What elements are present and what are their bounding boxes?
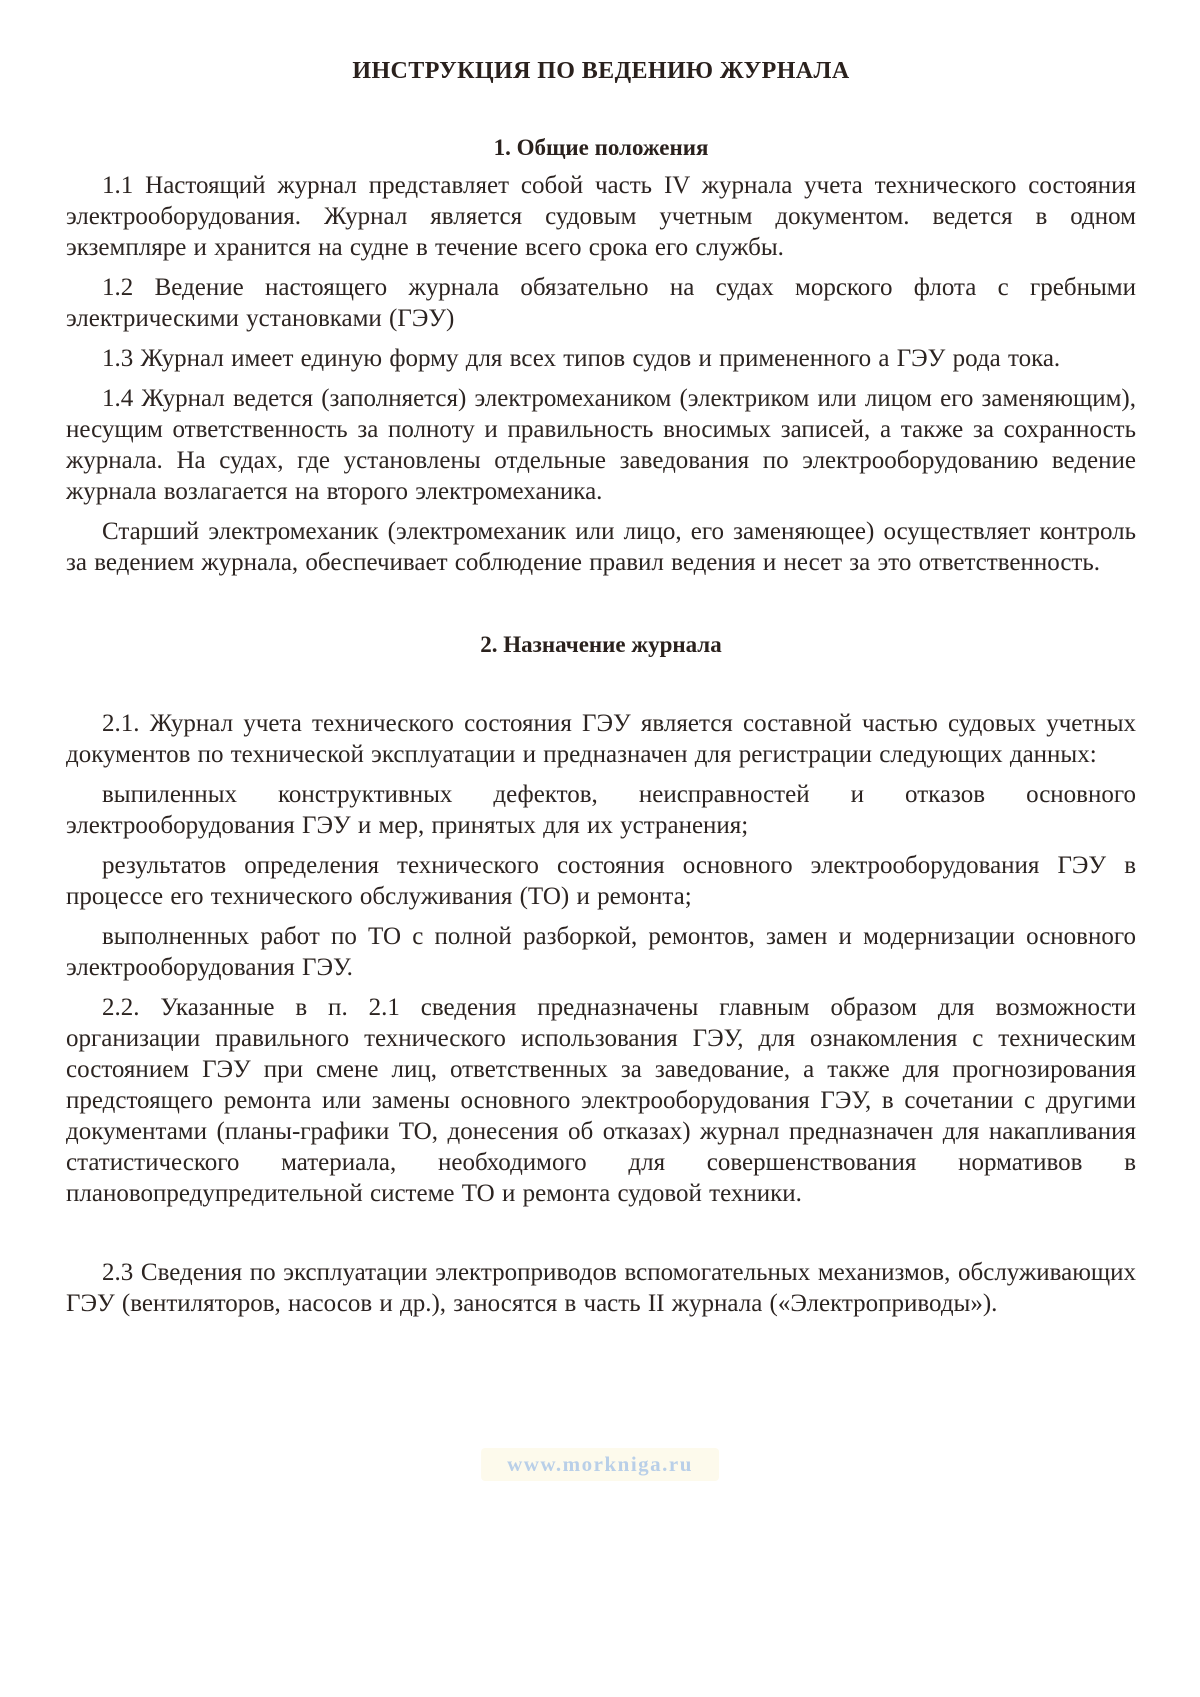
paragraph-1-1: 1.1 Настоящий журнал представляет собой часть IV журнала учета технического состояния электрооборудования. Журнал является судовым учетным документом. ведется в одном экземпляре и хранится на судне в течение всего срока его службы. — [66, 172, 1136, 261]
paragraph-1-2: 1.2 Ведение настоящего журнала обязательно на судах морского флота с гребными электрическими установками (ГЭУ) — [66, 274, 1136, 332]
watermark-text: www.morkniga.ru — [481, 1448, 719, 1481]
paragraph-2-1-item-1: выпиленных конструктивных дефектов, неисправностей и отказов основного электрооборудования ГЭУ и мер, принятых для их устранения; — [66, 781, 1136, 839]
paragraph-2-1-item-3: выполненных работ по ТО с полной разборкой, ремонтов, замен и модернизации основного электрооборудования ГЭУ. — [66, 923, 1136, 981]
paragraph-1-4: 1.4 Журнал ведется (заполняется) электромехаником (электриком или лицом его заменяющим), несущим ответственность за полноту и правильность вносимых записей, а также за сохранность журнала. На судах, где установлены отдельные заведования по электрооборудованию ведение журнала возлагается на второго электромеханика. — [66, 385, 1136, 505]
section-1-heading: 1. Общие положения — [493, 135, 709, 160]
section-2-heading: 2. Назначение журнала — [480, 632, 722, 657]
paragraph-2-1: 2.1. Журнал учета технического состояния ГЭУ является составной частью судовых учетных документов по технической эксплуатации и предназначен для регистрации следующих данных: — [66, 710, 1136, 768]
paragraph-2-1-item-2: результатов определения технического состояния основного электрооборудования ГЭУ в процессе его технического обслуживания (ТО) и ремонта; — [66, 852, 1136, 910]
paragraph-1-3: 1.3 Журнал имеет единую форму для всех типов судов и примененного а ГЭУ рода тока. — [102, 345, 1061, 372]
paragraph-2-3: 2.3 Сведения по эксплуатации электроприводов вспомогательных механизмов, обслуживающих ГЭУ (вентиляторов, насосов и др.), заносятся в часть II журнала («Электроприводы»). — [66, 1259, 1136, 1317]
page-title: ИНСТРУКЦИЯ ПО ВЕДЕНИЮ ЖУРНАЛА — [352, 58, 850, 84]
paragraph-1-5: Старший электромеханик (электромеханик или лицо, его заменяющее) осуществляет контроль за ведением журнала, обеспечивает соблюдение правил ведения и несет за это ответственность. — [66, 518, 1136, 576]
paragraph-2-2: 2.2. Указанные в п. 2.1 сведения предназначены главным образом для возможности организации правильного технического использования ГЭУ, для ознакомления с техническим состоянием ГЭУ при смене лиц, ответственных за заведование, а также для прогнозирования предстоящего ремонта или замены основного электрооборудования ГЭУ, в сочетании с другими документами (планы-графики ТО, донесения об отказах) журнал предназначен для накапливания статистического материала, необходимого для совершенствования нормативов в плановопредупредительной системе ТО и ремонта судовой техники. — [66, 994, 1136, 1207]
